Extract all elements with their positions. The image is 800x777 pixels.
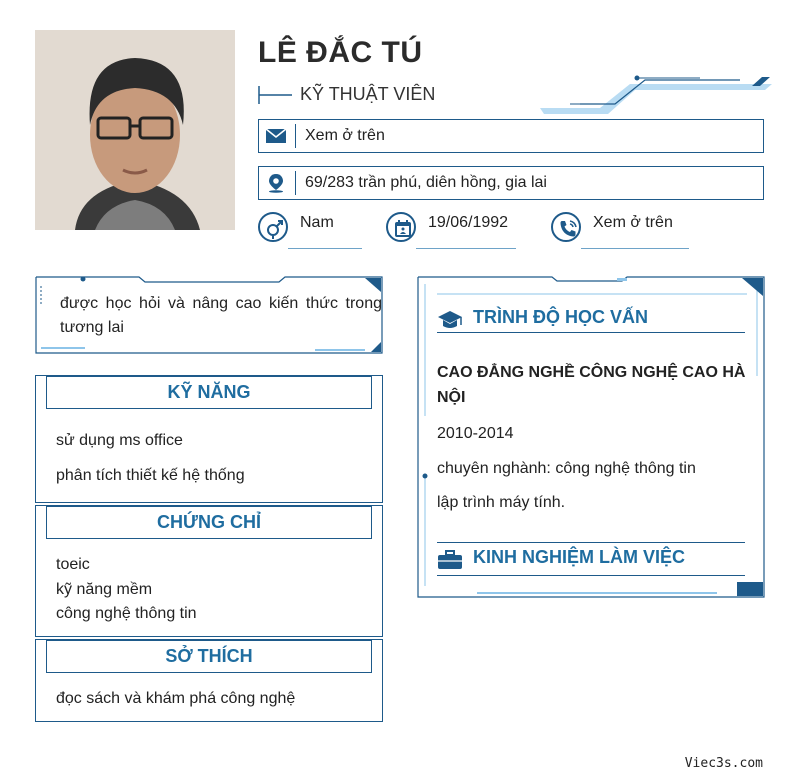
profile-photo (35, 30, 235, 230)
gender-text: Nam (300, 214, 334, 231)
title-bracket-icon (258, 86, 294, 104)
objective-text: được học hỏi và nâng cao kiến thức trong tương lai (60, 295, 382, 336)
calendar-icon (392, 218, 414, 240)
briefcase-icon (437, 549, 463, 571)
skill-item: phân tích thiết kế hệ thống (56, 467, 245, 484)
address-text: 69/283 trần phú, diên hồng, gia lai (305, 174, 547, 191)
experience-title: KINH NGHIỆM LÀM VIỆC (473, 547, 686, 567)
gender-field (258, 210, 364, 252)
school-name: CAO ĐẲNG NGHỀ CÔNG NGHỆ CAO HÀ NỘI (437, 364, 746, 406)
experience-header (437, 542, 745, 576)
objective-box (35, 276, 383, 354)
hobbies-heading: SỞ THÍCH (46, 640, 372, 673)
education-experience-panel (417, 276, 765, 598)
certificates-section (35, 505, 383, 637)
phone-icon (557, 218, 579, 240)
education-major: chuyên nghành: công nghệ thông tin (437, 460, 696, 477)
watermark: Viec3s.com (684, 756, 763, 771)
certificate-item: kỹ năng mềm (56, 581, 153, 598)
envelope-icon (265, 126, 287, 146)
portrait-image (35, 30, 235, 230)
location-pin-icon (265, 173, 287, 193)
address-field (258, 166, 764, 200)
dob-field (386, 210, 516, 252)
candidate-name: LÊ ĐẮC TÚ (258, 36, 423, 69)
circuit-decoration (540, 74, 772, 114)
skills-heading: KỸ NĂNG (46, 376, 372, 409)
education-header (437, 302, 745, 336)
education-title: TRÌNH ĐỘ HỌC VẤN (473, 307, 648, 327)
skills-section (35, 375, 383, 503)
certificate-item: công nghệ thông tin (56, 605, 197, 622)
education-description: lập trình máy tính. (437, 494, 566, 511)
hobbies-section (35, 639, 383, 722)
graduation-cap-icon (437, 309, 463, 331)
skill-item: sử dụng ms office (56, 432, 183, 449)
hobby-item: đọc sách và khám phá công nghệ (56, 690, 296, 707)
education-years: 2010-2014 (437, 425, 514, 442)
phone-text: Xem ở trên (593, 214, 673, 231)
gender-icon (264, 218, 286, 240)
job-title: KỸ THUẬT VIÊN (300, 84, 436, 104)
certificates-heading: CHỨNG CHỈ (46, 506, 372, 539)
email-field (258, 119, 764, 153)
dob-text: 19/06/1992 (428, 214, 509, 231)
phone-field (551, 210, 691, 252)
email-text: Xem ở trên (305, 127, 385, 144)
certificate-item: toeic (56, 556, 90, 573)
